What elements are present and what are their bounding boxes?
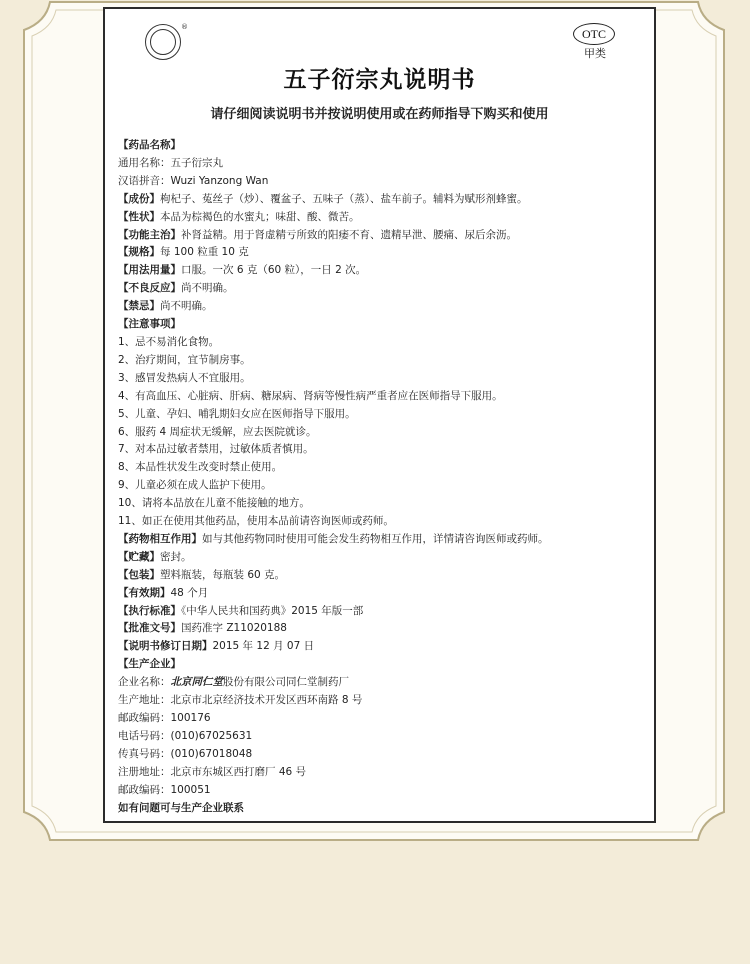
- company-brand: 北京同仁堂: [170, 676, 223, 689]
- ingredients-label: 【成份】: [118, 192, 160, 205]
- precaution-item: 7、对本品过敏者禁用，过敏体质者慎用。: [118, 443, 314, 456]
- contraindication-label: 【禁忌】: [118, 300, 160, 313]
- fax-row: [118, 746, 648, 764]
- revision-label: 【说明书修订日期】: [118, 640, 213, 653]
- storage-value: 密封。: [160, 550, 192, 563]
- interaction-label: 【药物相互作用】: [118, 532, 202, 545]
- reg-postcode-row: [118, 782, 648, 800]
- instruction-content: [118, 137, 648, 817]
- adverse-value: 尚不明确。: [181, 282, 234, 295]
- standard-row: [118, 603, 648, 621]
- registered-mark: ®: [181, 23, 188, 31]
- address-value: 北京市北京经济技术开发区西环南路 8 号: [170, 694, 363, 707]
- storage-label: 【贮藏】: [118, 550, 160, 563]
- precaution-item: 8、本品性状发生改变时禁止使用。: [118, 461, 283, 474]
- precaution-item: 1、忌不易消化食物。: [118, 335, 220, 348]
- properties-value: 本品为棕褐色的水蜜丸；味甜、酸、微苦。: [160, 210, 360, 223]
- fax-value: (010)67018048: [170, 747, 253, 760]
- contraindication-row: [118, 298, 648, 316]
- revision-row: [118, 638, 648, 656]
- standard-value: 《中华人民共和国药典》2015 年版一部: [181, 604, 364, 617]
- tongrentang-logo-icon: [145, 24, 181, 60]
- instruction-sheet: [103, 7, 656, 823]
- ingredients-value: 枸杞子、菟丝子（炒）、覆盆子、五味子（蒸）、盐车前子。辅料为赋形剂蜂蜜。: [160, 192, 528, 205]
- manufacturer-heading: 【生产企业】: [118, 658, 181, 671]
- indications-value: 补肾益精。用于肾虚精亏所致的阳痿不育、遗精早泄、腰痛、尿后余沥。: [181, 228, 517, 241]
- indications-label: 【功能主治】: [118, 228, 181, 241]
- address-label: 生产地址：: [118, 694, 171, 707]
- dosage-row: [118, 262, 648, 280]
- spec-row: [118, 244, 648, 262]
- drug-name-heading: 【药品名称】: [118, 139, 181, 151]
- generic-name-label: 通用名称：: [118, 156, 171, 169]
- address-row: [118, 692, 648, 710]
- postcode-label: 邮政编码：: [118, 712, 171, 724]
- validity-row: [118, 585, 648, 603]
- revision-value: 2015 年 12 月 07 日: [212, 640, 315, 653]
- dosage-label: 【用法用量】: [118, 264, 181, 277]
- properties-row: [118, 209, 648, 227]
- package-value: 塑料瓶装，每瓶装 60 克。: [160, 568, 286, 581]
- reg-address-row: [118, 764, 648, 782]
- precaution-item: 11、如正在使用其他药品，使用本品前请咨询医师或药师。: [118, 515, 394, 528]
- fax-label: 传真号码：: [118, 747, 171, 760]
- precaution-item: 5、儿童、孕妇、哺乳期妇女应在医师指导下服用。: [118, 407, 356, 420]
- pinyin-label: 汉语拼音：: [118, 174, 171, 187]
- page-subtitle: 请仔细阅读说明书并按说明使用或在药师指导下购买和使用: [210, 107, 549, 122]
- contraindication-value: 尚不明确。: [160, 300, 213, 313]
- approval-row: [118, 620, 648, 638]
- validity-label: 【有效期】: [118, 586, 171, 599]
- phone-row: [118, 728, 648, 746]
- pinyin-value: Wuzi Yanzong Wan: [170, 174, 269, 187]
- postcode-value: 100176: [170, 712, 211, 724]
- precaution-item: 4、有高血压、心脏病、肝病、糖尿病、肾病等慢性病严重者应在医师指导下服用。: [118, 389, 503, 402]
- package-label: 【包装】: [118, 568, 160, 581]
- generic-name-row: [118, 155, 648, 173]
- page-title: 五子衍宗丸说明书: [283, 67, 476, 93]
- otc-class-label: 甲类: [584, 47, 606, 60]
- precaution-item: 2、治疗期间，宜节制房事。: [118, 353, 251, 366]
- ingredients-row: [118, 191, 648, 209]
- reg-postcode-label: 邮政编码：: [118, 783, 171, 796]
- package-row: [118, 567, 648, 585]
- adverse-row: [118, 280, 648, 298]
- reg-address-value: 北京市东城区西打磨厂 46 号: [170, 765, 307, 778]
- adverse-label: 【不良反应】: [118, 282, 181, 295]
- phone-value: (010)67025631: [170, 729, 253, 742]
- approval-label: 【批准文号】: [118, 622, 181, 635]
- spec-value: 每 100 粒重 10 克: [160, 246, 249, 259]
- reg-postcode-value: 100051: [170, 783, 211, 796]
- properties-label: 【性状】: [118, 210, 160, 223]
- phone-label: 电话号码：: [118, 729, 171, 742]
- interaction-value: 如与其他药物同时使用可能会发生药物相互作用，详情请咨询医师或药师。: [202, 532, 549, 545]
- indications-row: [118, 227, 648, 245]
- dosage-value: 口服。一次 6 克（60 粒），一日 2 次。: [181, 264, 367, 277]
- approval-value: 国药准字 Z11020188: [181, 622, 287, 635]
- precaution-item: 10、请将本品放在儿童不能接触的地方。: [118, 497, 310, 510]
- precaution-item: 9、儿童必须在成人监护下使用。: [118, 479, 272, 492]
- standard-label: 【执行标准】: [118, 604, 181, 617]
- postcode-row: [118, 710, 648, 728]
- company-row: [118, 674, 648, 692]
- validity-value: 48 个月: [170, 586, 209, 599]
- company-label: 企业名称：: [118, 676, 171, 689]
- precaution-item: 3、感冒发热病人不宜服用。: [118, 371, 251, 384]
- contact-note: 如有问题可与生产企业联系: [118, 801, 244, 814]
- company-value: 股份有限公司同仁堂制药厂: [223, 676, 349, 689]
- precautions-heading: 【注意事项】: [118, 318, 181, 331]
- interaction-row: [118, 531, 648, 549]
- reg-address-label: 注册地址：: [118, 765, 171, 778]
- generic-name-value: 五子衍宗丸: [170, 156, 223, 169]
- spec-label: 【规格】: [118, 246, 160, 259]
- storage-row: [118, 549, 648, 567]
- precaution-item: 6、服药 4 周症状无缓解，应去医院就诊。: [118, 425, 317, 438]
- pinyin-row: [118, 173, 648, 191]
- otc-badge: OTC: [573, 23, 615, 45]
